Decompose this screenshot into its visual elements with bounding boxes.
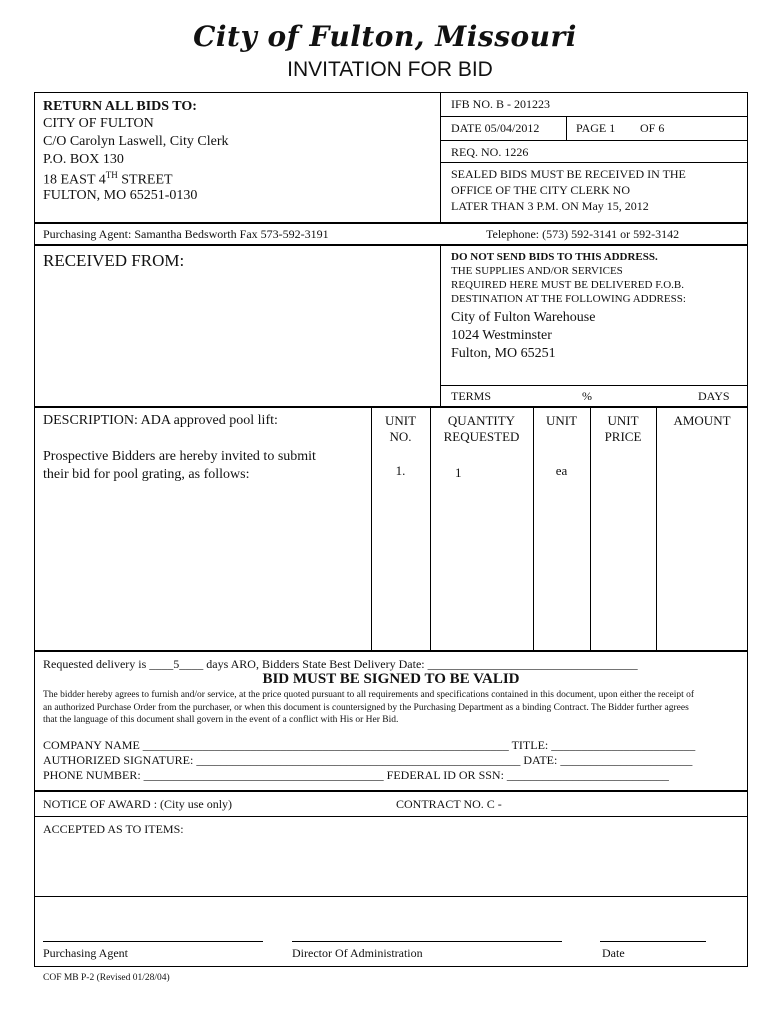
row-unit: ea xyxy=(555,463,568,478)
description-line-1: Prospective Bidders are hereby invited to submit xyxy=(43,449,316,464)
fob-line-2: REQUIRED HERE MUST BE DELIVERED F.O.B. xyxy=(451,279,684,291)
ifb-number: IFB NO. B - 201223 xyxy=(451,97,551,111)
return-heading: RETURN ALL BIDS TO: xyxy=(43,99,197,114)
ifb-page: PAGE 1 xyxy=(576,121,616,135)
telephone-contact: Telephone: (573) 592-3141 or 592-3142 xyxy=(486,227,680,241)
col-unit-price-header-2: PRICE xyxy=(604,429,642,444)
req-number: REQ. NO. 1226 xyxy=(451,145,529,159)
purchasing-agent-signature-label: Purchasing Agent xyxy=(43,946,128,960)
director-signature-label: Director Of Administration xyxy=(292,946,423,960)
description-line-2: their bid for pool grating, as follows: xyxy=(43,467,250,482)
col-quantity-header-1: QUANTITY xyxy=(447,413,516,428)
city-title: City of Fulton, Missouri xyxy=(193,20,577,53)
warehouse-address-3: Fulton, MO 65251 xyxy=(451,346,556,361)
date-signature-line xyxy=(600,941,706,942)
col-unit-no-header-2: NO. xyxy=(389,429,412,444)
bid-must-be-signed: BID MUST BE SIGNED TO BE VALID xyxy=(262,671,520,687)
return-line-3: P.O. BOX 130 xyxy=(43,152,124,167)
notice-of-award: NOTICE OF AWARD : (City use only) xyxy=(43,797,233,811)
received-from-label: RECEIVED FROM: xyxy=(43,251,185,270)
do-not-send-notice: DO NOT SEND BIDS TO THIS ADDRESS. xyxy=(451,251,658,263)
phone-number-field[interactable]: PHONE NUMBER: ________________________________________ FEDERAL ID OR SSN: ___________________________ xyxy=(43,768,669,782)
col-unit-no-header-1: UNIT xyxy=(384,413,417,428)
accepted-items-label: ACCEPTED AS TO ITEMS: xyxy=(43,822,184,836)
terms-percent: % xyxy=(582,389,592,403)
return-line-1: CITY OF FULTON xyxy=(43,116,154,131)
warehouse-address-2: 1024 Westminster xyxy=(451,328,552,343)
sealed-line-1: SEALED BIDS MUST BE RECEIVED IN THE xyxy=(451,167,686,181)
col-unit-header: UNIT xyxy=(545,413,578,428)
contract-number: CONTRACT NO. C - xyxy=(396,797,502,811)
description-header: DESCRIPTION: ADA approved pool lift: xyxy=(43,413,278,428)
ifb-page-of: OF 6 xyxy=(640,121,665,135)
date-signature-label: Date xyxy=(602,946,625,960)
col-amount-header: AMOUNT xyxy=(673,413,731,428)
sealed-line-3: LATER THAN 3 P.M. ON May 15, 2012 xyxy=(451,199,649,213)
terms-label: TERMS xyxy=(451,389,492,403)
fob-line-3: DESTINATION AT THE FOLLOWING ADDRESS: xyxy=(451,293,686,305)
return-line-2: C/O Carolyn Laswell, City Clerk xyxy=(43,134,229,149)
director-signature-line xyxy=(292,941,562,942)
company-name-field[interactable]: COMPANY NAME _____________________________________________________________ TITLE: ________________________ xyxy=(43,738,696,752)
agreement-paragraph: The bidder hereby agrees to furnish and/or service, at the price quoted pursuant to all requirements and specifications contained in this document, upon either the receipt of an authorized Purchase Order from the purchaser, or when this document is countersigned by the Purchasing Department as a binding Contract. The Bidder further agrees that the language of this document shall govern in the event of a conflict with His or Her Bid. xyxy=(43,690,695,725)
agent-signature-line xyxy=(43,941,263,942)
col-quantity-header-2: REQUESTED xyxy=(443,429,520,444)
return-line-4: 18 EAST 4TH STREET xyxy=(43,170,173,188)
row-unit-no: 1. xyxy=(395,463,406,478)
return-line-5: FULTON, MO 65251-0130 xyxy=(43,188,198,203)
authorized-signature-field[interactable]: AUTHORIZED SIGNATURE: ______________________________________________________ DATE: ______________________ xyxy=(43,753,693,767)
col-unit-price-header-1: UNIT xyxy=(607,413,639,428)
sealed-line-2: OFFICE OF THE CITY CLERK NO xyxy=(451,183,631,197)
row-quantity: 1 xyxy=(455,465,462,480)
warehouse-address-1: City of Fulton Warehouse xyxy=(451,310,596,325)
ifb-date: DATE 05/04/2012 xyxy=(451,121,540,135)
document-title: INVITATION FOR BID xyxy=(287,58,493,81)
purchasing-agent-contact: Purchasing Agent: Samantha Bedsworth Fax 573-592-3191 xyxy=(43,227,329,241)
delivery-line: Requested delivery is ____5____ days ARO, Bidders State Best Delivery Date: ___________________________________ xyxy=(43,657,638,671)
fob-line-1: THE SUPPLIES AND/OR SERVICES xyxy=(451,265,623,277)
form-identifier: COF MB P-2 (Revised 01/28/04) xyxy=(43,973,170,983)
terms-days: DAYS xyxy=(698,389,730,403)
